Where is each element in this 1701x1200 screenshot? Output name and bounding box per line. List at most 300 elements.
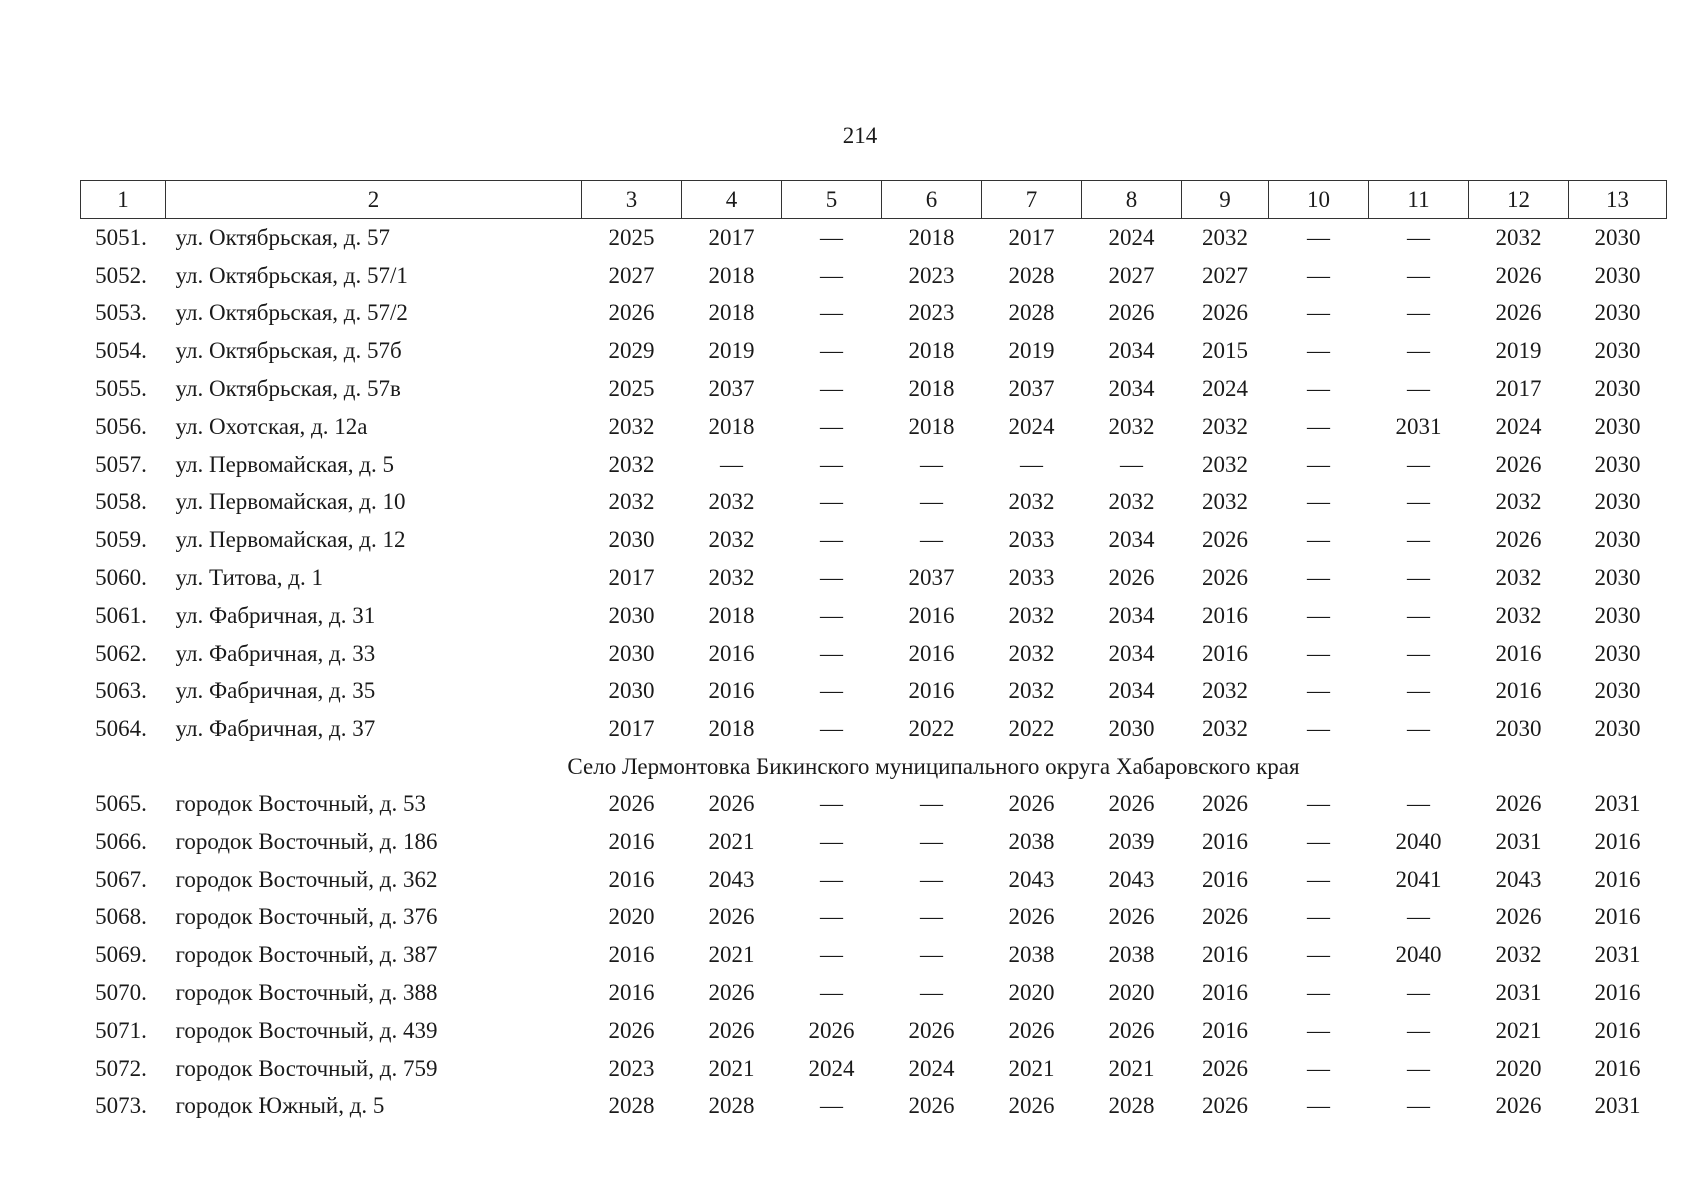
row-address: городок Восточный, д. 53 — [175, 791, 426, 817]
cell-col-7: 2026 — [1008, 1017, 1055, 1043]
cell-col-9: 2027 — [1202, 262, 1248, 288]
cell-col-9: 2016 — [1202, 866, 1248, 892]
cell-col-10: — — [1307, 413, 1330, 439]
row-address: ул. Октябрьская, д. 57 — [175, 224, 390, 250]
cell-col-11: — — [1407, 338, 1430, 364]
cell-col-4: 2026 — [708, 980, 755, 1006]
column-header-7: 7 — [982, 181, 1082, 219]
cell-col-5: — — [820, 1093, 843, 1119]
row-number: 5070. — [95, 980, 147, 1006]
row-number: 5069. — [95, 942, 147, 968]
cell-col-6: — — [920, 527, 943, 553]
cell-col-12: 2021 — [1495, 1017, 1542, 1043]
row-address: городок Восточный, д. 376 — [175, 904, 438, 930]
cell-col-5: — — [820, 527, 843, 553]
cell-col-5: — — [820, 338, 843, 364]
cell-col-4: 2043 — [708, 866, 755, 892]
row-address: городок Восточный, д. 362 — [175, 866, 438, 892]
cell-col-10: — — [1307, 904, 1330, 930]
cell-col-10: — — [1307, 716, 1330, 742]
cell-col-11: — — [1407, 300, 1430, 326]
row-address: городок Восточный, д. 388 — [175, 980, 438, 1006]
row-address: городок Восточный, д. 759 — [175, 1055, 438, 1081]
row-address: ул. Фабричная, д. 31 — [175, 602, 376, 628]
cell-col-5: — — [820, 716, 843, 742]
cell-col-7: 2032 — [1008, 640, 1055, 666]
row-address: городок Восточный, д. 387 — [175, 942, 438, 968]
cell-col-4: 2017 — [708, 224, 755, 250]
table-row — [81, 1088, 1667, 1126]
cell-col-8: 2026 — [1108, 1017, 1155, 1043]
cell-col-9: 2016 — [1202, 640, 1248, 666]
cell-col-10: — — [1307, 678, 1330, 704]
row-number: 5061. — [95, 602, 147, 628]
cell-col-6: 2023 — [908, 300, 955, 326]
cell-col-12: 2026 — [1495, 527, 1542, 553]
cell-col-5: — — [820, 866, 843, 892]
cell-col-7: 2037 — [1008, 376, 1055, 402]
cell-col-10: — — [1307, 1093, 1330, 1119]
cell-col-11: — — [1407, 451, 1430, 477]
row-number: 5072. — [95, 1055, 147, 1081]
cell-col-6: 2016 — [908, 602, 955, 628]
column-header-3: 3 — [582, 181, 682, 219]
cell-col-13: 2031 — [1594, 791, 1641, 817]
cell-col-7: — — [1020, 451, 1043, 477]
cell-col-7: 2038 — [1008, 942, 1055, 968]
cell-col-7: 2021 — [1008, 1055, 1055, 1081]
cell-col-13: 2030 — [1594, 602, 1641, 628]
cell-col-4: 2037 — [708, 376, 755, 402]
cell-col-10: — — [1307, 791, 1330, 817]
cell-col-5: — — [820, 980, 843, 1006]
cell-col-9: 2024 — [1202, 376, 1248, 402]
cell-col-8: 2034 — [1108, 602, 1155, 628]
row-address: городок Южный, д. 5 — [175, 1093, 385, 1119]
cell-col-10: — — [1307, 451, 1330, 477]
cell-col-3: 2026 — [608, 300, 655, 326]
row-address: городок Восточный, д. 186 — [175, 828, 438, 854]
column-header-9: 9 — [1182, 181, 1269, 219]
row-number: 5060. — [95, 565, 147, 591]
cell-col-4: 2021 — [708, 942, 755, 968]
cell-col-12: 2024 — [1495, 413, 1542, 439]
cell-col-5: — — [820, 678, 843, 704]
cell-col-3: 2026 — [608, 1017, 655, 1043]
cell-col-11: — — [1407, 980, 1430, 1006]
cell-col-5: — — [820, 904, 843, 930]
table-header — [81, 181, 1667, 219]
cell-col-11: — — [1407, 262, 1430, 288]
cell-col-8: 2027 — [1108, 262, 1155, 288]
row-address: ул. Октябрьская, д. 57в — [175, 376, 401, 402]
cell-col-12: 2026 — [1495, 300, 1542, 326]
row-number: 5059. — [95, 527, 147, 553]
cell-col-4: 2019 — [708, 338, 755, 364]
cell-col-4: 2032 — [708, 565, 755, 591]
cell-col-5: — — [820, 942, 843, 968]
table-row — [81, 635, 1667, 673]
cell-col-6: — — [920, 489, 943, 515]
cell-col-8: 2043 — [1108, 866, 1155, 892]
table-row — [81, 597, 1667, 635]
cell-col-11: — — [1407, 1055, 1430, 1081]
cell-col-13: 2031 — [1594, 1093, 1641, 1119]
table-row — [81, 408, 1667, 446]
cell-col-6: — — [920, 866, 943, 892]
row-address: ул. Фабричная, д. 33 — [175, 640, 376, 666]
data-table — [80, 180, 1667, 1125]
cell-col-5: — — [820, 224, 843, 250]
cell-col-8: 2026 — [1108, 300, 1155, 326]
cell-col-4: 2018 — [708, 413, 755, 439]
row-address: ул. Фабричная, д. 35 — [175, 678, 376, 704]
cell-col-12: 2032 — [1495, 489, 1542, 515]
cell-col-3: 2032 — [608, 489, 655, 515]
cell-col-3: 2016 — [608, 980, 655, 1006]
cell-col-3: 2030 — [608, 678, 655, 704]
cell-col-10: — — [1307, 602, 1330, 628]
cell-col-4: 2028 — [708, 1093, 755, 1119]
column-header-1: 1 — [81, 181, 166, 219]
cell-col-10: — — [1307, 376, 1330, 402]
cell-col-3: 2032 — [608, 413, 655, 439]
cell-col-3: 2030 — [608, 527, 655, 553]
row-number: 5064. — [95, 716, 147, 742]
cell-col-13: 2030 — [1594, 678, 1641, 704]
cell-col-11: — — [1407, 716, 1430, 742]
cell-col-9: 2016 — [1202, 602, 1248, 628]
cell-col-10: — — [1307, 527, 1330, 553]
cell-col-11: — — [1407, 602, 1430, 628]
table-row — [81, 257, 1667, 295]
section-row — [81, 748, 1667, 785]
row-number: 5071. — [95, 1017, 147, 1043]
cell-col-8: 2034 — [1108, 376, 1155, 402]
page-number: 214 — [842, 123, 878, 148]
table-row — [81, 936, 1667, 974]
row-number: 5054. — [95, 338, 147, 364]
cell-col-8: 2021 — [1108, 1055, 1155, 1081]
cell-col-12: 2031 — [1495, 980, 1542, 1006]
cell-col-10: — — [1307, 1055, 1330, 1081]
cell-col-10: — — [1307, 866, 1330, 892]
cell-col-10: — — [1307, 262, 1330, 288]
cell-col-6: 2037 — [908, 565, 955, 591]
cell-col-3: 2016 — [608, 942, 655, 968]
cell-col-7: 2026 — [1008, 791, 1055, 817]
cell-col-11: — — [1407, 640, 1430, 666]
column-header-13: 13 — [1569, 181, 1667, 219]
cell-col-8: 2034 — [1108, 640, 1155, 666]
row-address: ул. Октябрьская, д. 57/2 — [175, 300, 408, 326]
cell-col-12: 2016 — [1495, 678, 1542, 704]
cell-col-10: — — [1307, 489, 1330, 515]
cell-col-10: — — [1307, 1017, 1330, 1043]
cell-col-6: — — [920, 942, 943, 968]
cell-col-3: 2025 — [608, 376, 655, 402]
cell-col-10: — — [1307, 980, 1330, 1006]
cell-col-9: 2032 — [1202, 413, 1248, 439]
row-number: 5056. — [95, 413, 147, 439]
cell-col-11: — — [1407, 1093, 1430, 1119]
table-row — [81, 370, 1667, 408]
cell-col-13: 2030 — [1594, 224, 1641, 250]
cell-col-12: 2026 — [1495, 451, 1542, 477]
table-row — [81, 1012, 1667, 1050]
cell-col-11: — — [1407, 527, 1430, 553]
cell-col-7: 2033 — [1008, 565, 1055, 591]
cell-col-6: 2016 — [908, 678, 955, 704]
cell-col-4: 2016 — [708, 640, 755, 666]
cell-col-13: 2030 — [1594, 565, 1641, 591]
table-row — [81, 673, 1667, 711]
cell-col-9: 2032 — [1202, 489, 1248, 515]
cell-col-12: 2019 — [1495, 338, 1542, 364]
cell-col-9: 2016 — [1202, 1017, 1248, 1043]
cell-col-3: 2029 — [608, 338, 655, 364]
row-address: ул. Первомайская, д. 5 — [175, 451, 394, 477]
cell-col-12: 2026 — [1495, 904, 1542, 930]
cell-col-12: 2030 — [1495, 716, 1542, 742]
cell-col-4: 2016 — [708, 678, 755, 704]
cell-col-5: — — [820, 413, 843, 439]
row-number: 5057. — [95, 451, 147, 477]
cell-col-12: 2032 — [1495, 942, 1542, 968]
cell-col-6: — — [920, 904, 943, 930]
cell-col-11: — — [1407, 904, 1430, 930]
cell-col-5: — — [820, 262, 843, 288]
cell-col-12: 2017 — [1495, 376, 1542, 402]
row-number: 5058. — [95, 489, 147, 515]
row-address: ул. Октябрьская, д. 57б — [175, 338, 402, 364]
cell-col-6: 2018 — [908, 224, 955, 250]
cell-col-8: 2028 — [1108, 1093, 1155, 1119]
table-row — [81, 521, 1667, 559]
cell-col-3: 2020 — [608, 904, 655, 930]
row-address: ул. Фабричная, д. 37 — [175, 716, 376, 742]
cell-col-4: 2018 — [708, 716, 755, 742]
cell-col-8: 2038 — [1108, 942, 1155, 968]
cell-col-5: — — [820, 376, 843, 402]
cell-col-9: 2032 — [1202, 678, 1248, 704]
row-number: 5062. — [95, 640, 147, 666]
cell-col-11: 2040 — [1395, 828, 1442, 854]
cell-col-12: 2031 — [1495, 828, 1542, 854]
cell-col-11: — — [1407, 565, 1430, 591]
cell-col-3: 2030 — [608, 602, 655, 628]
cell-col-13: 2030 — [1594, 413, 1641, 439]
cell-col-13: 2030 — [1594, 338, 1641, 364]
column-header-5: 5 — [782, 181, 882, 219]
column-header-6: 6 — [882, 181, 982, 219]
cell-col-12: 2032 — [1495, 224, 1542, 250]
table-row — [81, 1050, 1667, 1088]
row-number: 5055. — [95, 376, 147, 402]
cell-col-3: 2025 — [608, 224, 655, 250]
column-header-11: 11 — [1369, 181, 1469, 219]
cell-col-11: — — [1407, 489, 1430, 515]
cell-col-3: 2028 — [608, 1093, 655, 1119]
table-body — [81, 219, 1667, 1126]
cell-col-5: 2026 — [808, 1017, 855, 1043]
cell-col-13: 2030 — [1594, 262, 1641, 288]
cell-col-4: 2018 — [708, 602, 755, 628]
cell-col-9: 2026 — [1202, 300, 1248, 326]
cell-col-6: 2023 — [908, 262, 955, 288]
cell-col-7: 2022 — [1008, 716, 1055, 742]
cell-col-6: — — [920, 791, 943, 817]
cell-col-7: 2043 — [1008, 866, 1055, 892]
cell-col-5: — — [820, 791, 843, 817]
cell-col-12: 2026 — [1495, 1093, 1542, 1119]
table-row — [81, 899, 1667, 937]
cell-col-13: 2030 — [1594, 376, 1641, 402]
cell-col-10: — — [1307, 224, 1330, 250]
cell-col-5: — — [820, 451, 843, 477]
table-row — [81, 219, 1667, 257]
cell-col-13: 2016 — [1594, 980, 1641, 1006]
cell-col-13: 2031 — [1594, 942, 1641, 968]
cell-col-8: 2026 — [1108, 565, 1155, 591]
cell-col-11: 2040 — [1395, 942, 1442, 968]
cell-col-13: 2030 — [1594, 489, 1641, 515]
row-address: ул. Титова, д. 1 — [175, 565, 323, 591]
cell-col-12: 2032 — [1495, 565, 1542, 591]
cell-col-11: — — [1407, 791, 1430, 817]
cell-col-6: 2018 — [908, 338, 955, 364]
row-number: 5065. — [95, 791, 147, 817]
cell-col-13: 2030 — [1594, 300, 1641, 326]
cell-col-10: — — [1307, 640, 1330, 666]
cell-col-7: 2032 — [1008, 602, 1055, 628]
table-row — [81, 559, 1667, 597]
cell-col-6: — — [920, 828, 943, 854]
cell-col-7: 2017 — [1008, 224, 1055, 250]
cell-col-11: — — [1407, 224, 1430, 250]
cell-col-12: 2016 — [1495, 640, 1542, 666]
cell-col-9: 2015 — [1202, 338, 1248, 364]
cell-col-3: 2016 — [608, 828, 655, 854]
cell-col-8: — — [1120, 451, 1143, 477]
cell-col-4: 2018 — [708, 300, 755, 326]
cell-col-8: 2032 — [1108, 413, 1155, 439]
table-row — [81, 295, 1667, 333]
cell-col-8: 2034 — [1108, 678, 1155, 704]
cell-col-11: — — [1407, 678, 1430, 704]
cell-col-4: 2032 — [708, 489, 755, 515]
cell-col-13: 2030 — [1594, 527, 1641, 553]
section-cell — [81, 748, 1667, 785]
cell-col-13: 2016 — [1594, 1017, 1641, 1043]
cell-col-9: 2026 — [1202, 791, 1248, 817]
cell-col-9: 2032 — [1202, 224, 1248, 250]
table-row — [81, 823, 1667, 861]
cell-col-11: 2041 — [1395, 866, 1442, 892]
cell-col-9: 2016 — [1202, 980, 1248, 1006]
cell-col-4: 2021 — [708, 1055, 755, 1081]
cell-col-6: 2022 — [908, 716, 955, 742]
cell-col-3: 2026 — [608, 791, 655, 817]
cell-col-9: 2026 — [1202, 565, 1248, 591]
row-number: 5051. — [95, 224, 147, 250]
row-number: 5073. — [95, 1093, 147, 1119]
cell-col-8: 2030 — [1108, 716, 1155, 742]
cell-col-7: 2020 — [1008, 980, 1055, 1006]
cell-col-5: — — [820, 640, 843, 666]
column-header-12: 12 — [1469, 181, 1569, 219]
cell-col-6: — — [920, 451, 943, 477]
cell-col-4: — — [720, 451, 743, 477]
table-row — [81, 974, 1667, 1012]
cell-col-8: 2034 — [1108, 527, 1155, 553]
cell-col-6: 2026 — [908, 1017, 955, 1043]
cell-col-7: 2038 — [1008, 828, 1055, 854]
cell-col-13: 2030 — [1594, 716, 1641, 742]
cell-col-13: 2016 — [1594, 828, 1641, 854]
cell-col-8: 2020 — [1108, 980, 1155, 1006]
cell-col-10: — — [1307, 565, 1330, 591]
cell-col-6: 2026 — [908, 1093, 955, 1119]
cell-col-5: — — [820, 565, 843, 591]
cell-col-6: 2018 — [908, 376, 955, 402]
cell-col-12: 2032 — [1495, 602, 1542, 628]
row-number: 5063. — [95, 678, 147, 704]
cell-col-4: 2026 — [708, 791, 755, 817]
cell-col-7: 2024 — [1008, 413, 1055, 439]
cell-col-7: 2019 — [1008, 338, 1055, 364]
cell-col-10: — — [1307, 942, 1330, 968]
cell-col-13: 2016 — [1594, 904, 1641, 930]
cell-col-12: 2026 — [1495, 262, 1542, 288]
cell-col-9: 2026 — [1202, 1093, 1248, 1119]
row-address: ул. Октябрьская, д. 57/1 — [175, 262, 408, 288]
cell-col-5: — — [820, 602, 843, 628]
cell-col-9: 2026 — [1202, 527, 1248, 553]
cell-col-3: 2017 — [608, 716, 655, 742]
cell-col-10: — — [1307, 828, 1330, 854]
table-row — [81, 332, 1667, 370]
cell-col-3: 2030 — [608, 640, 655, 666]
cell-col-7: 2026 — [1008, 904, 1055, 930]
section-title: Село Лермонтовка Бикинского муниципального округа Хабаровского края — [567, 753, 1300, 779]
cell-col-7: 2033 — [1008, 527, 1055, 553]
cell-col-8: 2039 — [1108, 828, 1155, 854]
cell-col-6: 2016 — [908, 640, 955, 666]
cell-col-4: 2026 — [708, 904, 755, 930]
cell-col-8: 2032 — [1108, 489, 1155, 515]
row-number: 5053. — [95, 300, 147, 326]
table-row — [81, 446, 1667, 484]
cell-col-7: 2026 — [1008, 1093, 1055, 1119]
cell-col-3: 2032 — [608, 451, 655, 477]
cell-col-8: 2024 — [1108, 224, 1155, 250]
column-header-2: 2 — [166, 181, 582, 219]
cell-col-9: 2026 — [1202, 1055, 1248, 1081]
cell-col-5: — — [820, 828, 843, 854]
cell-col-3: 2027 — [608, 262, 655, 288]
column-header-10: 10 — [1269, 181, 1369, 219]
row-number: 5068. — [95, 904, 147, 930]
cell-col-7: 2028 — [1008, 262, 1055, 288]
cell-col-7: 2032 — [1008, 489, 1055, 515]
table-row — [81, 785, 1667, 823]
cell-col-12: 2026 — [1495, 791, 1542, 817]
cell-col-6: — — [920, 980, 943, 1006]
row-address: городок Восточный, д. 439 — [175, 1017, 438, 1043]
cell-col-12: 2020 — [1495, 1055, 1542, 1081]
cell-col-4: 2026 — [708, 1017, 755, 1043]
